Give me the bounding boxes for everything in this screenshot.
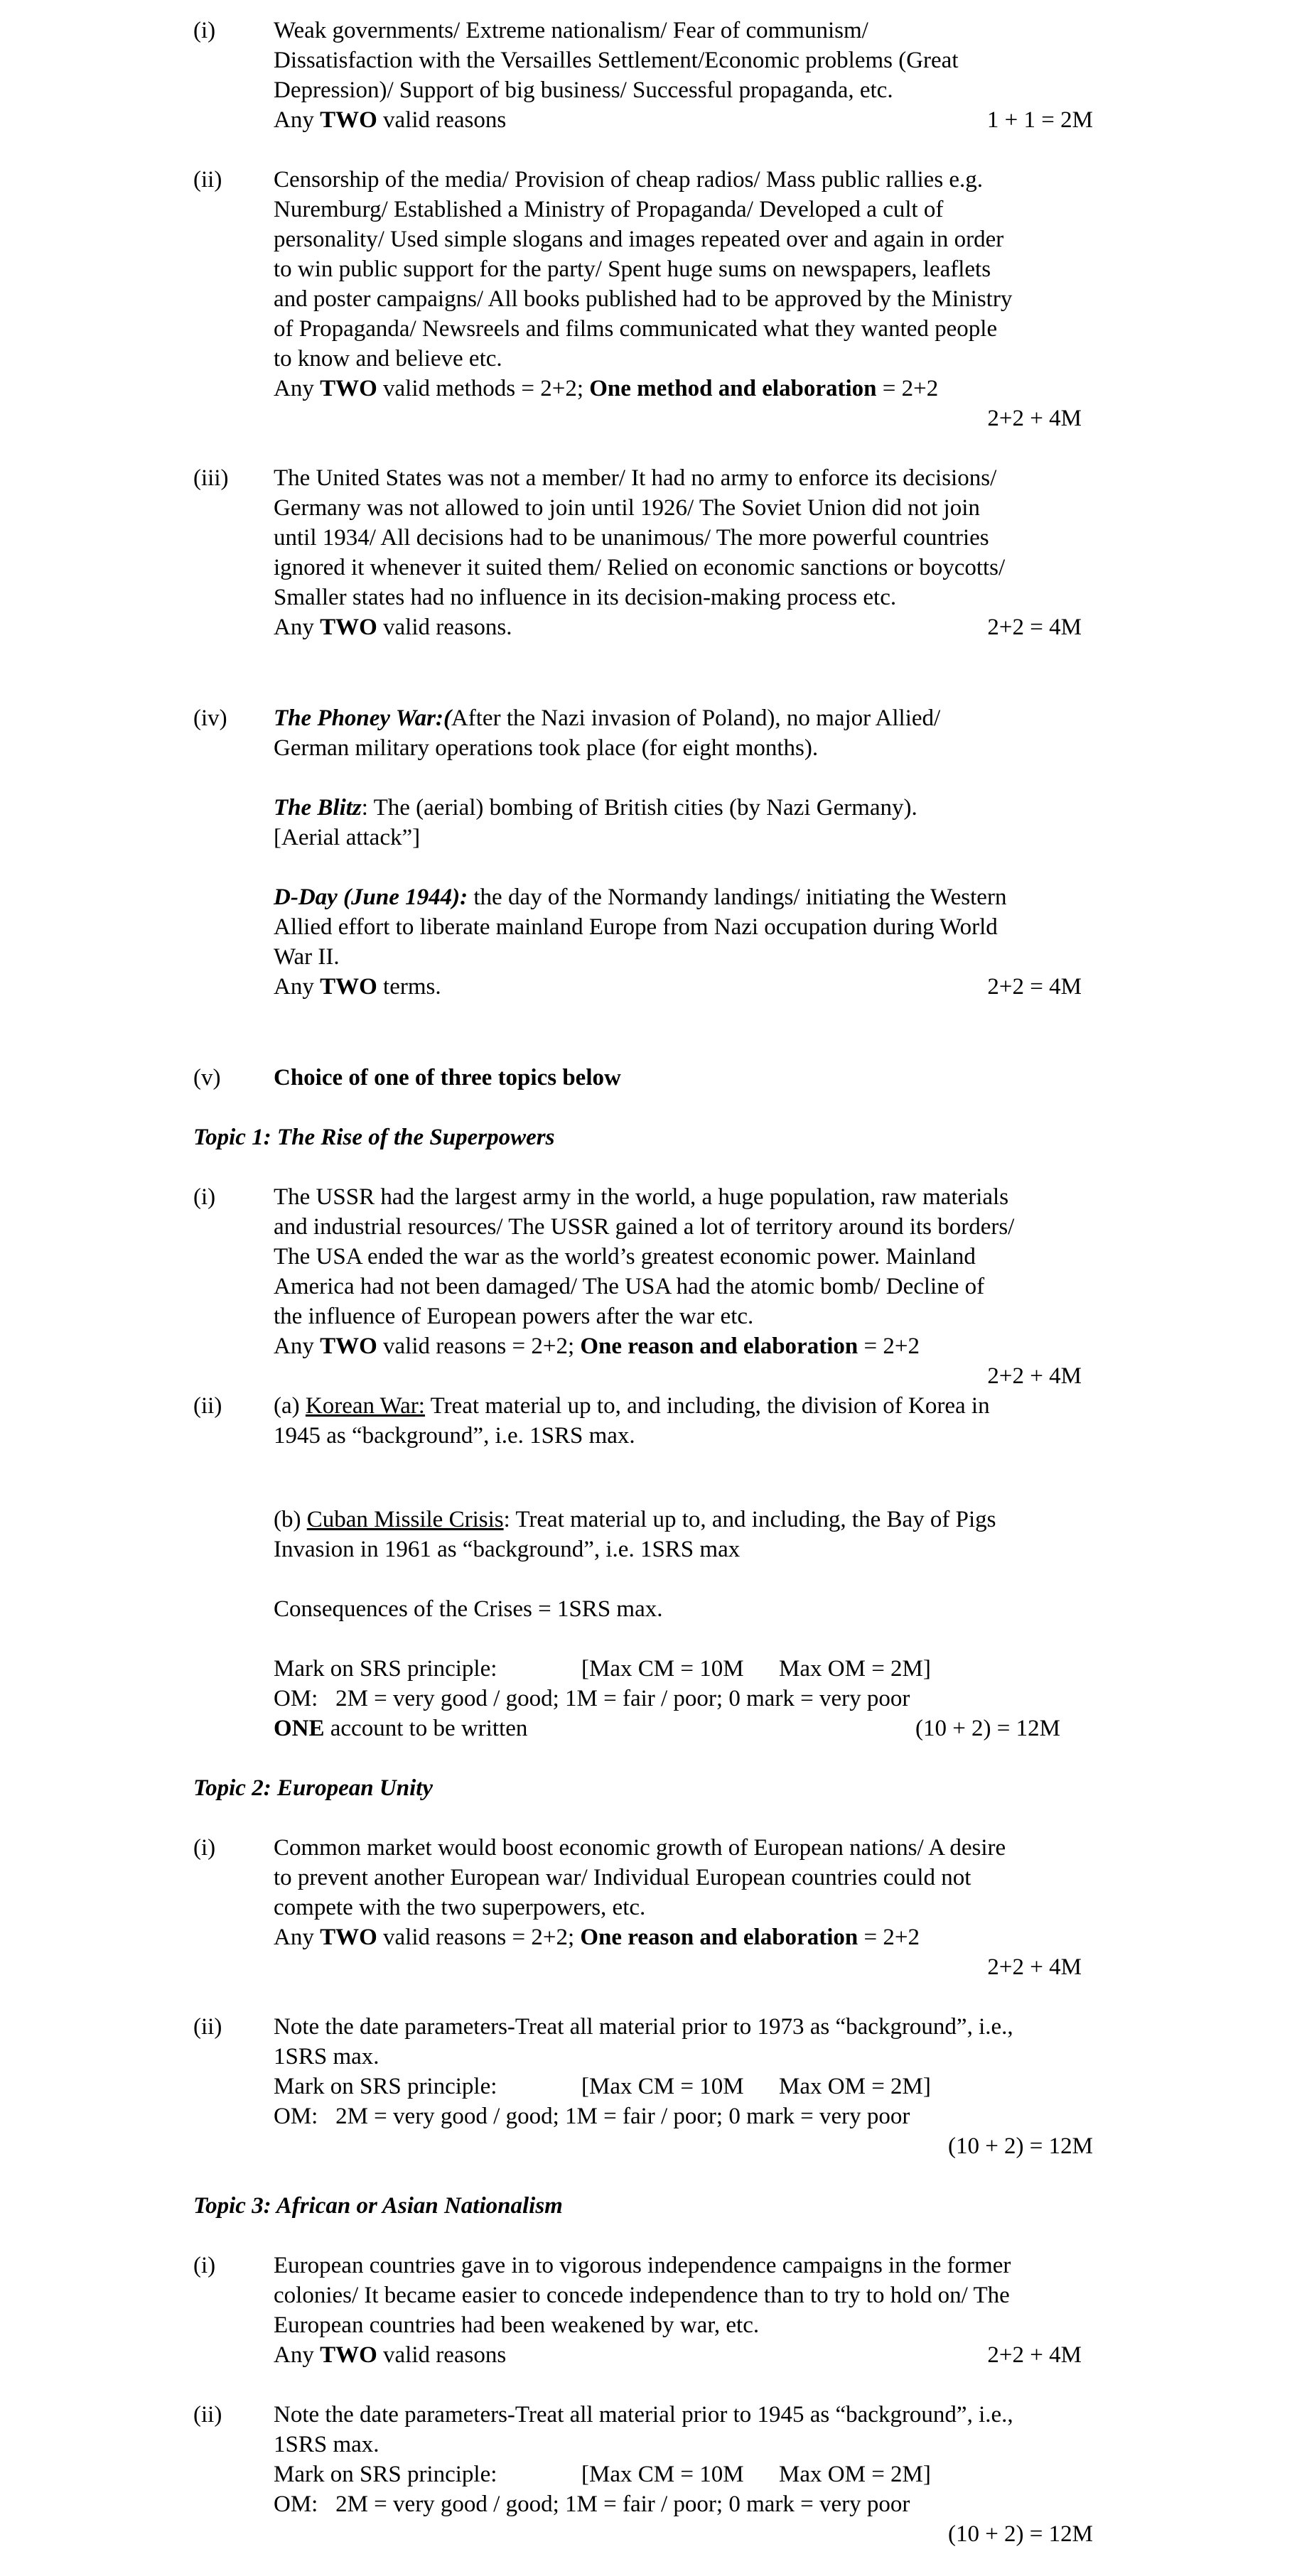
marking-instruction [274, 972, 441, 1002]
marks-allocation: 2+2 = 4M [987, 974, 1082, 1000]
srs-principle-label: Mark on SRS principle: [274, 1656, 497, 1682]
instr-text: valid reasons. [377, 615, 512, 640]
section-heading: Choice of one of three topics below [274, 1065, 621, 1091]
answer-line: European countries had been weakened by war, etc. [274, 2312, 760, 2338]
instr-text: Any [274, 1925, 321, 1950]
answer-line: Weak governments/ Extreme nationalism/ Fear of communism/ [274, 18, 868, 43]
marks-allocation: 2+2 + 4M [987, 1954, 1082, 1980]
srs-principle-label: Mark on SRS principle: [274, 2074, 497, 2099]
term-definition [274, 703, 940, 733]
instr-text: = 2+2 [858, 1925, 920, 1950]
instr-text: Any [274, 376, 321, 401]
crisis-label: (b) [274, 1507, 307, 1532]
question-number: (i) [193, 2253, 216, 2278]
term-definition [274, 882, 1006, 912]
answer-line: Censorship of the media/ Provision of cheap radios/ Mass public rallies e.g. [274, 167, 984, 193]
marks-allocation: 1 + 1 = 2M [986, 107, 1093, 133]
answer-line: Depression)/ Support of big business/ Successful propaganda, etc. [274, 77, 893, 103]
instr-text: Any [274, 974, 321, 1000]
question-number: (v) [193, 1065, 221, 1091]
question-number: (ii) [193, 167, 222, 193]
term-definition-line: War II. [274, 944, 340, 970]
answer-line: The USA ended the war as the world’s greatest economic power. Mainland [274, 1244, 976, 1270]
crisis-title: Cuban Missile Crisis [306, 1507, 504, 1532]
question-number: (i) [193, 1835, 216, 1861]
om-scale: OM: 2M = very good / good; 1M = fair / poor; 0 mark = very poor [274, 2491, 910, 2517]
marks-allocation: 2+2 + 4M [987, 1363, 1082, 1389]
om-scale: OM: 2M = very good / good; 1M = fair / poor; 0 mark = very poor [274, 1686, 910, 1711]
instr-text: Any [274, 2342, 321, 2368]
topic-heading: Topic 3: African or Asian Nationalism [193, 2193, 563, 2219]
answer-line: ignored it whenever it suited them/ Relied on economic sanctions or boycotts/ [274, 555, 1006, 580]
instr-text: valid reasons [377, 2342, 507, 2368]
instr-text: Any [274, 107, 321, 133]
instr-bold: TWO [320, 107, 377, 133]
srs-principle-label: Mark on SRS principle: [274, 2462, 497, 2487]
instr-text: valid methods = 2+2; [377, 376, 590, 401]
answer-line: Note the date parameters-Treat all material prior to 1945 as “background”, i.e., [274, 2402, 1013, 2428]
answer-line: the influence of European powers after the war etc. [274, 1304, 754, 1329]
instr-bold: TWO [320, 376, 377, 401]
crisis-note [274, 1505, 996, 1535]
marks-allocation: (10 + 2) = 12M [915, 1716, 1060, 1741]
answer-line: to win public support for the party/ Spent huge sums on newspapers, leaflets [274, 256, 991, 282]
answer-line: and poster campaigns/ All books published had to be approved by the Ministry [274, 286, 1013, 312]
question-number: (i) [193, 1184, 216, 1210]
answer-line: The USSR had the largest army in the world, a huge population, raw materials [274, 1184, 1009, 1210]
answer-line: and industrial resources/ The USSR gained a lot of territory around its borders/ [274, 1214, 1015, 1240]
srs-principle-values: [Max CM = 10M Max OM = 2M] [581, 2074, 931, 2099]
answer-line: to prevent another European war/ Individual European countries could not [274, 1865, 971, 1890]
answer-line: European countries gave in to vigorous independence campaigns in the former [274, 2253, 1011, 2278]
instr-bold: TWO [320, 2342, 377, 2368]
marking-instruction [274, 1922, 920, 1952]
answer-line: Dissatisfaction with the Versailles Settlement/Economic problems (Great [274, 48, 959, 73]
question-number: (ii) [193, 2402, 222, 2428]
marks-allocation: 2+2 = 4M [987, 615, 1082, 640]
instr-bold: One method and elaboration [589, 376, 877, 401]
answer-line: compete with the two superpowers, etc. [274, 1895, 646, 1920]
marks-allocation: (10 + 2) = 12M [947, 2521, 1093, 2547]
marks-allocation: 2+2 + 4M [987, 406, 1082, 431]
answer-line: America had not been damaged/ The USA had the atomic bomb/ Decline of [274, 1274, 985, 1299]
marks-allocation: 2+2 + 4M [987, 2342, 1082, 2368]
instr-bold: TWO [320, 1925, 377, 1950]
answer-line: Smaller states had no influence in its decision-making process etc. [274, 585, 897, 610]
term-definition-line: Allied effort to liberate mainland Europe from Nazi occupation during World [274, 914, 998, 940]
om-scale: OM: 2M = very good / good; 1M = fair / poor; 0 mark = very poor [274, 2104, 910, 2129]
question-number: (iv) [193, 705, 227, 731]
marks-allocation: (10 + 2) = 12M [947, 2133, 1093, 2159]
answer-line: until 1934/ All decisions had to be unanimous/ The more powerful countries [274, 525, 989, 551]
instr-text: valid reasons [377, 107, 507, 133]
instr-text: = 2+2 [876, 376, 939, 401]
crisis-note-line: 1945 as “background”, i.e. 1SRS max. [274, 1423, 635, 1449]
answer-line: Common market would boost economic growth of European nations/ A desire [274, 1835, 1006, 1861]
term-title: The Phoney War:( [274, 705, 451, 731]
instr-text: account to be written [324, 1716, 528, 1741]
instr-bold: One reason and elaboration [580, 1925, 858, 1950]
answer-line: 1SRS max. [274, 2044, 379, 2069]
instr-text: terms. [377, 974, 441, 1000]
answer-line: Nuremburg/ Established a Ministry of Propaganda/ Developed a cult of [274, 197, 944, 222]
question-number: (ii) [193, 2014, 222, 2040]
marking-instruction [274, 2340, 506, 2370]
term-text: After the Nazi invasion of Poland), no major Allied/ [451, 705, 941, 731]
instr-text: valid reasons = 2+2; [377, 1333, 581, 1359]
answer-line: to know and believe etc. [274, 346, 502, 372]
answer-line: Germany was not allowed to join until 1926/ The Soviet Union did not join [274, 495, 980, 521]
term-title: The Blitz [274, 795, 362, 821]
answer-line: colonies/ It became easier to concede independence than to try to hold on/ The [274, 2283, 1010, 2308]
crisis-label: (a) [274, 1393, 306, 1419]
term-definition [274, 793, 917, 823]
instr-text: Any [274, 615, 321, 640]
marking-instruction [274, 1331, 920, 1361]
marking-instruction [274, 1714, 527, 1743]
term-definition-line: German military operations took place (for eight months). [274, 735, 819, 761]
instr-bold: TWO [320, 974, 377, 1000]
question-number: (iii) [193, 465, 229, 491]
topic-heading: Topic 1: The Rise of the Superpowers [193, 1125, 555, 1150]
answer-line: The United States was not a member/ It had no army to enforce its decisions/ [274, 465, 997, 491]
crisis-text: : Treat material up to, and including, the Bay of Pigs [503, 1507, 996, 1532]
question-number: (i) [193, 18, 216, 43]
srs-principle-values: [Max CM = 10M Max OM = 2M] [581, 2462, 931, 2487]
instr-bold: TWO [320, 1333, 377, 1359]
instr-bold: One reason and elaboration [580, 1333, 858, 1359]
instr-text: = 2+2 [858, 1333, 920, 1359]
term-title: D-Day (June 1944): [274, 884, 468, 910]
instr-bold: ONE [274, 1716, 325, 1741]
crisis-note-line: Invasion in 1961 as “background”, i.e. 1SRS max [274, 1537, 741, 1562]
instr-text: Any [274, 1333, 321, 1359]
marking-instruction [274, 612, 512, 642]
term-text: the day of the Normandy landings/ initiating the Western [468, 884, 1007, 910]
topic-heading: Topic 2: European Unity [193, 1775, 434, 1801]
crisis-note [274, 1391, 990, 1421]
answer-line: 1SRS max. [274, 2432, 379, 2457]
crisis-title: Korean War: [305, 1393, 425, 1419]
marking-instruction [274, 374, 938, 404]
instr-text: valid reasons = 2+2; [377, 1925, 581, 1950]
term-text: : The (aerial) bombing of British cities (by Nazi Germany). [361, 795, 917, 821]
srs-principle-values: [Max CM = 10M Max OM = 2M] [581, 1656, 931, 1682]
answer-line: personality/ Used simple slogans and images repeated over and again in order [274, 227, 1004, 252]
crisis-text: Treat material up to, and including, the division of Korea in [424, 1393, 990, 1419]
question-number: (ii) [193, 1393, 222, 1419]
term-definition-line: [Aerial attack”] [274, 825, 421, 850]
answer-line: of Propaganda/ Newsreels and films communicated what they wanted people [274, 316, 998, 342]
consequences-note: Consequences of the Crises = 1SRS max. [274, 1596, 663, 1622]
marking-instruction [274, 105, 506, 135]
instr-bold: TWO [320, 615, 377, 640]
answer-line: Note the date parameters-Treat all material prior to 1973 as “background”, i.e., [274, 2014, 1013, 2040]
